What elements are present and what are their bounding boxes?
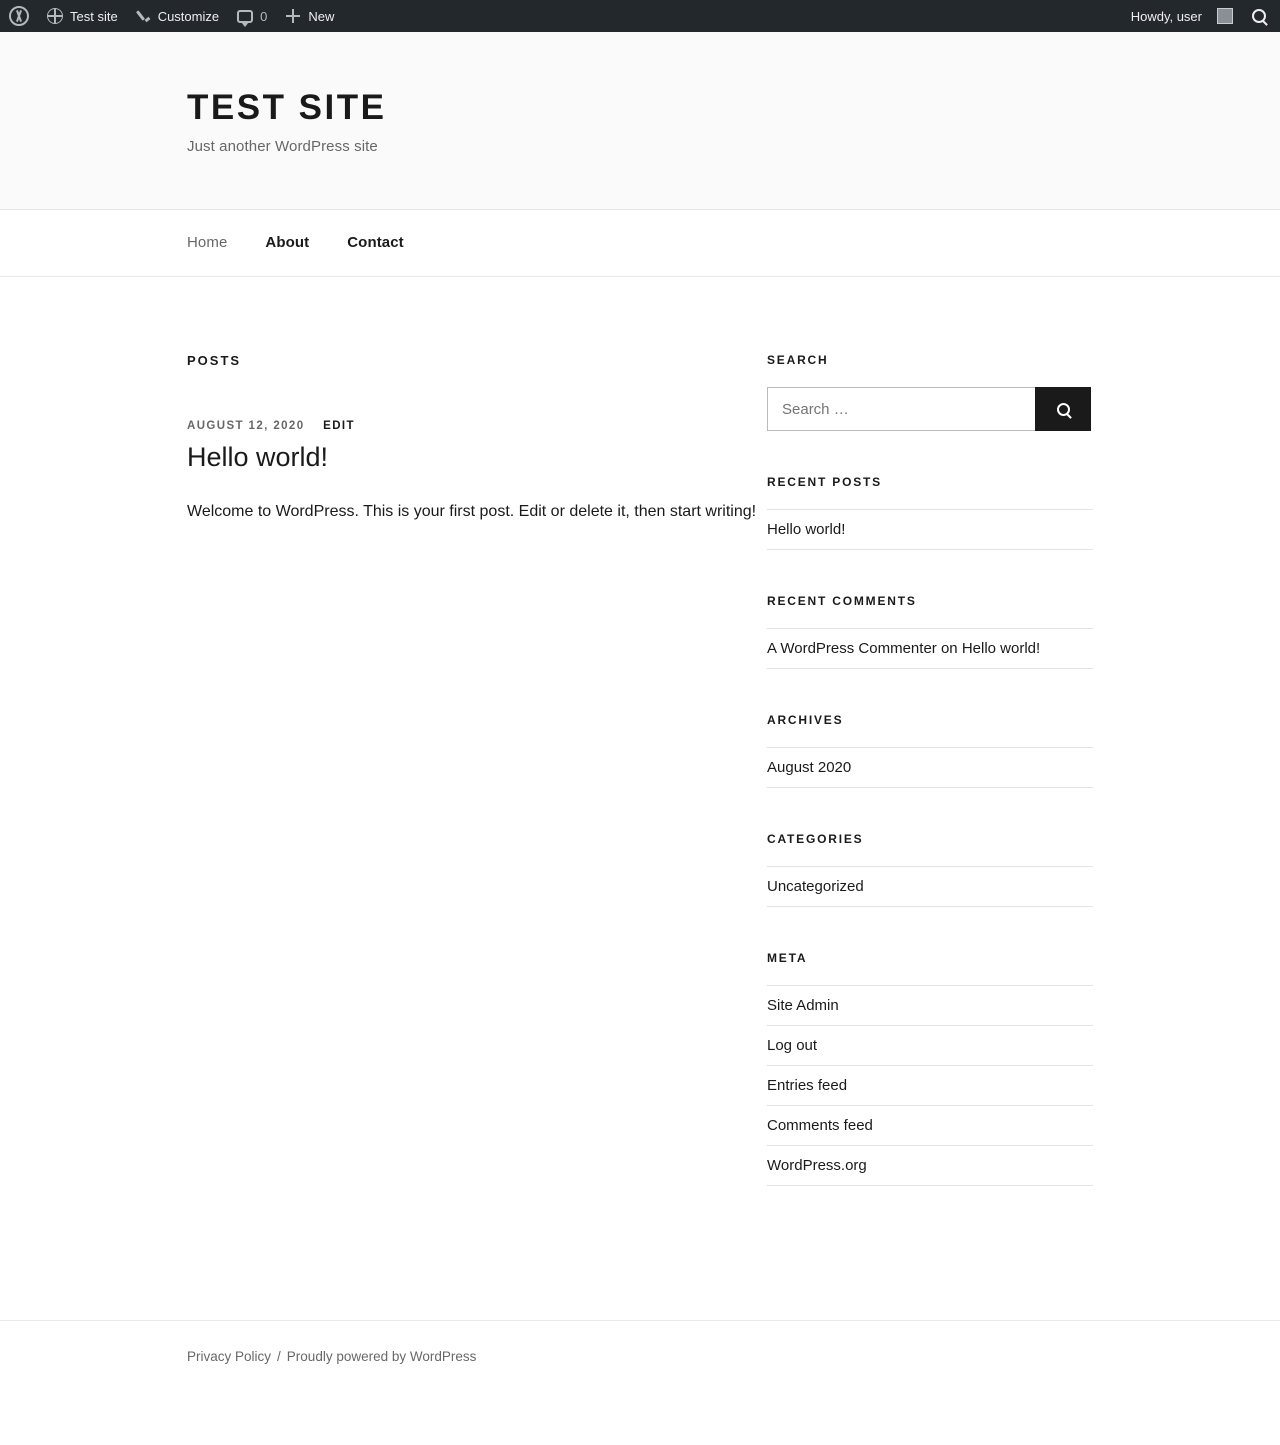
nav-link-home[interactable]: Home: [187, 234, 228, 251]
post-date-link[interactable]: AUGUST 12, 2020: [187, 420, 305, 432]
wp-logo-menu[interactable]: [0, 0, 38, 32]
site-content: [187, 277, 1093, 1320]
admin-bar-comments[interactable]: [228, 0, 276, 32]
nav-link-about[interactable]: About: [265, 234, 310, 251]
primary-navigation: [0, 210, 1280, 277]
page-title: POSTS: [187, 353, 242, 368]
list-item[interactable]: [767, 1106, 1093, 1146]
nav-item-about[interactable]: [265, 234, 309, 252]
archive-link[interactable]: August 2020: [767, 759, 852, 776]
recent-post-link[interactable]: Hello world!: [767, 521, 846, 538]
meta-link-comments-feed[interactable]: Comments feed: [767, 1117, 873, 1134]
post-excerpt: Welcome to WordPress. This is your first post. Edit or delete it, then start writing!: [187, 503, 757, 520]
meta-list: [767, 985, 1093, 1186]
search-form: [767, 387, 1091, 431]
admin-bar-new-label: New: [308, 8, 335, 24]
search-input[interactable]: [767, 387, 1035, 431]
admin-bar: [0, 0, 1280, 32]
list-item[interactable]: [767, 748, 1093, 788]
widget-recent-comments: [767, 594, 1093, 669]
wordpress-credit-link[interactable]: Proudly powered by WordPress: [286, 1349, 477, 1364]
admin-bar-customize[interactable]: [127, 0, 228, 32]
admin-bar-site-name[interactable]: [38, 0, 127, 32]
recent-comments-list: [767, 628, 1093, 669]
comment-icon: [237, 10, 253, 23]
admin-bar-search[interactable]: [1242, 0, 1280, 32]
widget-title-search: SEARCH: [767, 353, 829, 367]
categories-list: [767, 866, 1093, 907]
footer-separator: /: [277, 1349, 281, 1364]
widget-title-categories: CATEGORIES: [767, 832, 864, 846]
nav-item-home[interactable]: [187, 234, 227, 252]
admin-bar-customize-label: Customize: [157, 8, 220, 24]
widget-meta: [767, 951, 1093, 1186]
widget-categories: [767, 832, 1093, 907]
avatar: [1217, 8, 1233, 24]
meta-link-entries-feed[interactable]: Entries feed: [767, 1077, 848, 1094]
comment-author: A WordPress Commenter: [767, 640, 937, 657]
admin-bar-right: [1122, 0, 1280, 32]
widget-title-recent-posts: RECENT POSTS: [767, 475, 882, 489]
list-item[interactable]: [767, 867, 1093, 907]
post-article: [187, 420, 767, 525]
entry-meta: [187, 420, 767, 432]
content-area: [187, 353, 767, 1230]
post-title: [187, 442, 767, 473]
widget-search: [767, 353, 1093, 431]
category-link[interactable]: Uncategorized: [767, 878, 864, 895]
comment-on-label: on: [936, 640, 962, 657]
list-item[interactable]: [767, 1026, 1093, 1066]
meta-link-log-out[interactable]: Log out: [767, 1037, 818, 1054]
footer-inner: [187, 1349, 1093, 1364]
search-icon: [1057, 403, 1070, 416]
admin-bar-my-account[interactable]: [1122, 0, 1242, 32]
sidebar: [767, 353, 1093, 1230]
list-item[interactable]: [767, 1066, 1093, 1106]
search-icon: [1252, 9, 1266, 23]
howdy-label: Howdy, user: [1130, 8, 1202, 24]
site-footer: [0, 1320, 1280, 1404]
archives-list: [767, 747, 1093, 788]
admin-bar-new-content[interactable]: [276, 0, 343, 32]
meta-link-wordpress-org[interactable]: WordPress.org: [767, 1157, 867, 1174]
wordpress-logo-icon: [9, 6, 29, 26]
site-title[interactable]: TEST SITE: [187, 88, 387, 127]
widget-recent-posts: [767, 475, 1093, 550]
post-title-link[interactable]: Hello world!: [187, 442, 329, 472]
site-icon: [47, 8, 63, 24]
site-description: Just another WordPress site: [187, 138, 378, 155]
plus-icon: [285, 8, 301, 24]
post-edit-link[interactable]: EDIT: [323, 420, 355, 432]
widget-title-recent-comments: RECENT COMMENTS: [767, 594, 917, 608]
comment-count: 0: [260, 8, 268, 24]
widget-title-archives: ARCHIVES: [767, 713, 844, 727]
brush-icon: [136, 9, 151, 24]
site-header: [0, 32, 1280, 210]
privacy-policy-link[interactable]: Privacy Policy: [187, 1349, 272, 1364]
widget-archives: [767, 713, 1093, 788]
comment-post-link[interactable]: Hello world!: [961, 640, 1041, 657]
post-content: [187, 499, 767, 525]
admin-bar-site-name-label: Test site: [70, 8, 118, 24]
meta-link-site-admin[interactable]: Site Admin: [767, 997, 839, 1014]
list-item[interactable]: [767, 1146, 1093, 1186]
nav-link-contact[interactable]: Contact: [347, 234, 404, 251]
list-item[interactable]: [767, 510, 1093, 550]
list-item[interactable]: [767, 986, 1093, 1026]
nav-item-contact[interactable]: [347, 234, 404, 252]
widget-title-meta: META: [767, 951, 808, 965]
recent-posts-list: [767, 509, 1093, 550]
list-item[interactable]: [767, 629, 1093, 669]
search-submit-button[interactable]: [1035, 387, 1091, 431]
